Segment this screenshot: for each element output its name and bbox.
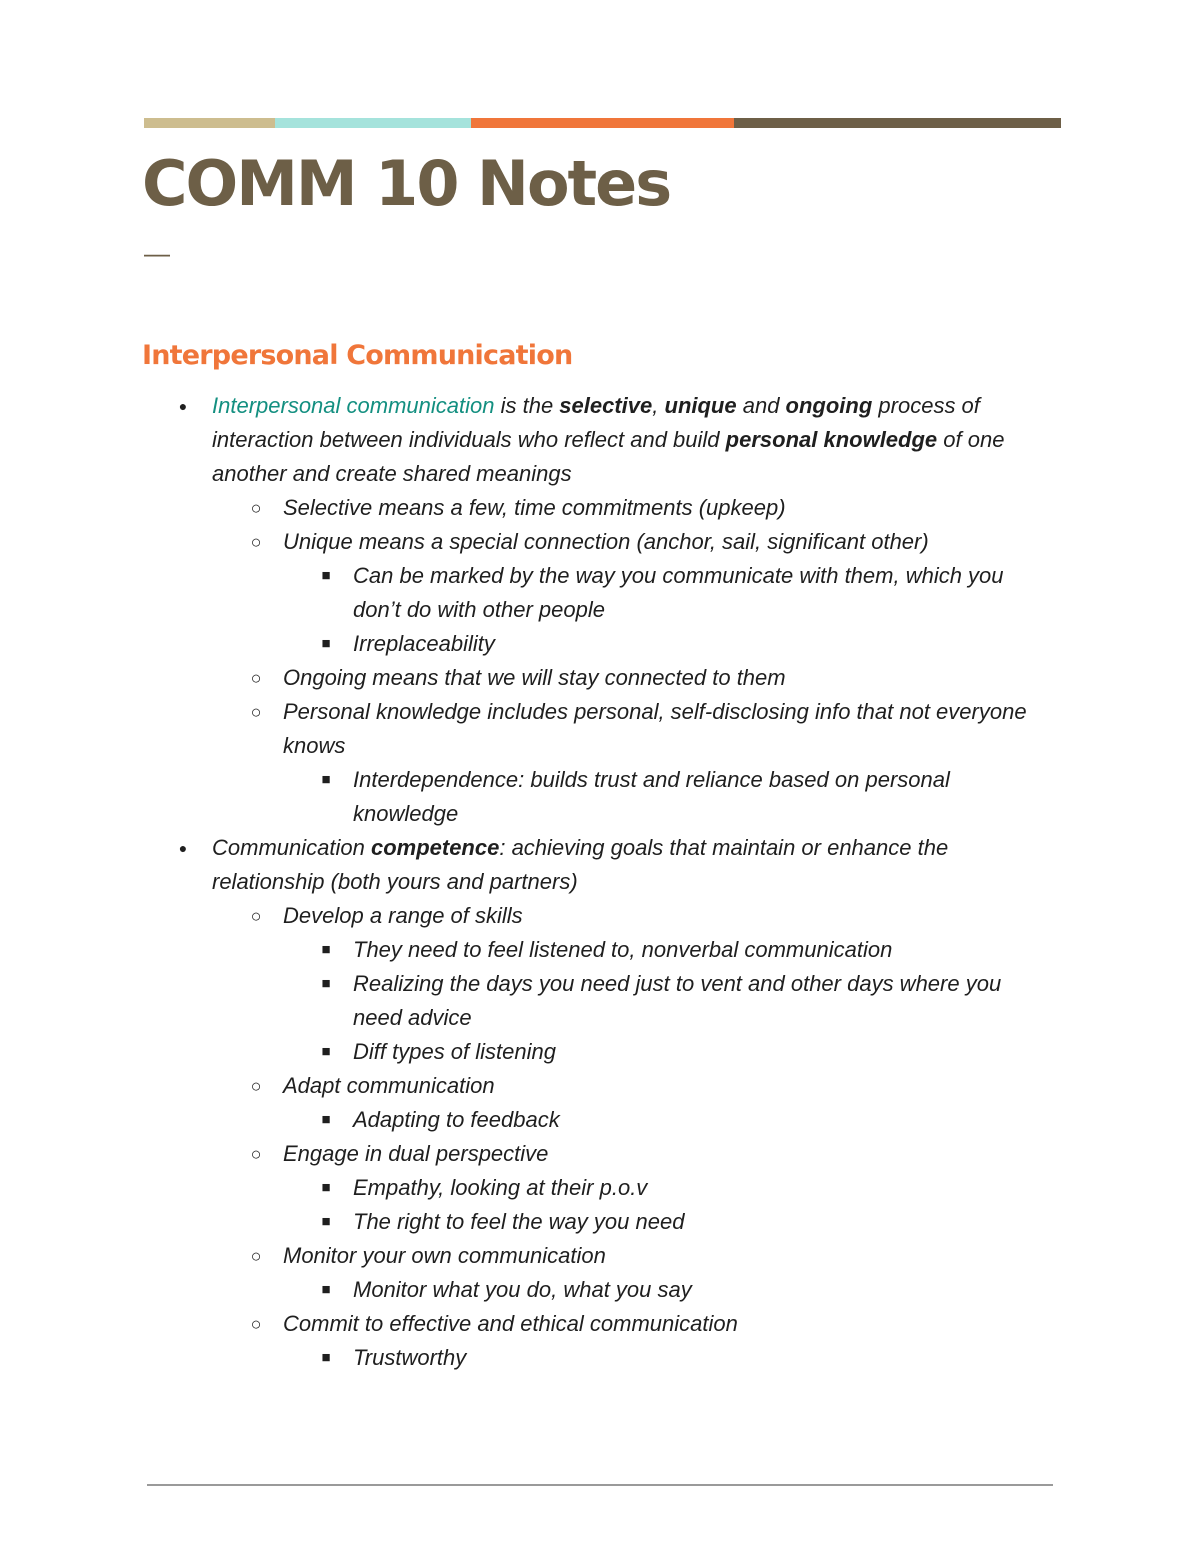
list-item <box>321 1171 1043 1205</box>
text-run: Communication <box>212 835 371 860</box>
square-bullet-icon: ■ <box>321 1349 331 1366</box>
list-item <box>321 627 1043 661</box>
item-text: Monitor what you do, what you say <box>353 1277 692 1302</box>
list-item <box>178 831 1047 899</box>
hollow-circle-bullet-icon: ○ <box>250 906 262 926</box>
bold-text: ongoing <box>785 393 873 418</box>
item-text: Empathy, looking at their p.o.v <box>353 1175 648 1200</box>
list-item <box>178 389 1047 491</box>
item-text: Commit to effective and ethical communication <box>283 1311 738 1336</box>
square-bullet-icon: ■ <box>321 771 331 788</box>
text-run: of one another and create shared meanings <box>212 427 1005 486</box>
square-bullet-icon: ■ <box>321 1179 331 1196</box>
list-item <box>250 525 1043 559</box>
list-item <box>321 1035 1043 1069</box>
hollow-circle-bullet-icon: ○ <box>250 532 262 552</box>
hollow-circle-bullet-icon: ○ <box>250 1314 262 1334</box>
color-bar-segment-tan <box>144 118 275 128</box>
color-bar-segment-aqua <box>275 118 471 128</box>
text-run: , <box>652 393 665 418</box>
filled-circle-bullet-icon: ● <box>178 398 188 414</box>
item-text: Can be marked by the way you communicate with them, which you don’t do with other people <box>353 563 1004 622</box>
item-text: The right to feel the way you need <box>353 1209 685 1234</box>
text-run: process of interaction between individuals who reflect and build <box>212 393 980 452</box>
item-text: Monitor your own communication <box>283 1243 606 1268</box>
item-text: Unique means a special connection (anchor, sail, significant other) <box>283 529 929 554</box>
list-item <box>321 1341 1043 1375</box>
color-bar <box>144 118 1061 128</box>
square-bullet-icon: ■ <box>321 1111 331 1128</box>
list-item <box>250 1307 1043 1341</box>
list-item <box>250 1069 1043 1103</box>
list-item <box>250 491 1043 525</box>
square-bullet-icon: ■ <box>321 1043 331 1060</box>
text-run: is the <box>494 393 560 418</box>
item-text: Irreplaceability <box>353 631 495 656</box>
item-text: Diff types of listening <box>353 1039 556 1064</box>
title-dash: — <box>144 238 170 268</box>
filled-circle-bullet-icon: ● <box>178 840 188 856</box>
list-item <box>321 1205 1043 1239</box>
list-item <box>321 1103 1043 1137</box>
hollow-circle-bullet-icon: ○ <box>250 702 262 722</box>
item-text: Adapt communication <box>283 1073 495 1098</box>
list-item <box>321 933 1043 967</box>
square-bullet-icon: ■ <box>321 941 331 958</box>
hollow-circle-bullet-icon: ○ <box>250 1246 262 1266</box>
bold-text: unique <box>664 393 737 418</box>
text-run: : achieving goals that maintain or enhance the relationship (both yours and partners) <box>212 835 949 894</box>
hollow-circle-bullet-icon: ○ <box>250 1144 262 1164</box>
bold-text: personal knowledge <box>725 427 938 452</box>
list-item <box>250 695 1043 763</box>
list-item <box>250 661 1043 695</box>
list-item <box>321 1273 1043 1307</box>
item-text: Adapting to feedback <box>353 1107 560 1132</box>
square-bullet-icon: ■ <box>321 975 331 992</box>
list-item <box>321 559 1043 627</box>
list-item <box>250 1137 1043 1171</box>
item-text: Ongoing means that we will stay connected to them <box>283 665 786 690</box>
item-text: Develop a range of skills <box>283 903 523 928</box>
bold-text: competence <box>370 835 500 860</box>
hollow-circle-bullet-icon: ○ <box>250 498 262 518</box>
section-heading: Interpersonal Communication <box>142 340 573 371</box>
hollow-circle-bullet-icon: ○ <box>250 668 262 688</box>
item-text: Trustworthy <box>353 1345 467 1370</box>
color-bar-segment-orange <box>471 118 734 128</box>
square-bullet-icon: ■ <box>321 567 331 584</box>
item-text: Interdependence: builds trust and reliance based on personal knowledge <box>353 767 950 826</box>
text-run: and <box>736 393 786 418</box>
list-item <box>250 1239 1043 1273</box>
square-bullet-icon: ■ <box>321 1213 331 1230</box>
item-text: Personal knowledge includes personal, self-disclosing info that not everyone knows <box>283 699 1027 758</box>
list-item <box>321 967 1043 1035</box>
item-text: Engage in dual perspective <box>283 1141 549 1166</box>
square-bullet-icon: ■ <box>321 635 331 652</box>
color-bar-segment-brown <box>734 118 1061 128</box>
document-title: COMM 10 Notes <box>142 147 671 220</box>
item-text: Realizing the days you need just to vent and other days where you need advice <box>353 971 1002 1030</box>
footer-divider <box>147 1484 1053 1486</box>
hollow-circle-bullet-icon: ○ <box>250 1076 262 1096</box>
item-text: They need to feel listened to, nonverbal communication <box>353 937 893 962</box>
item-text: Selective means a few, time commitments (upkeep) <box>283 495 786 520</box>
list-item <box>250 899 1043 933</box>
bold-text: selective <box>559 393 653 418</box>
list-item <box>321 763 1043 831</box>
notes-list <box>0 389 1200 1375</box>
term-highlight: Interpersonal communication <box>212 393 495 418</box>
square-bullet-icon: ■ <box>321 1281 331 1298</box>
